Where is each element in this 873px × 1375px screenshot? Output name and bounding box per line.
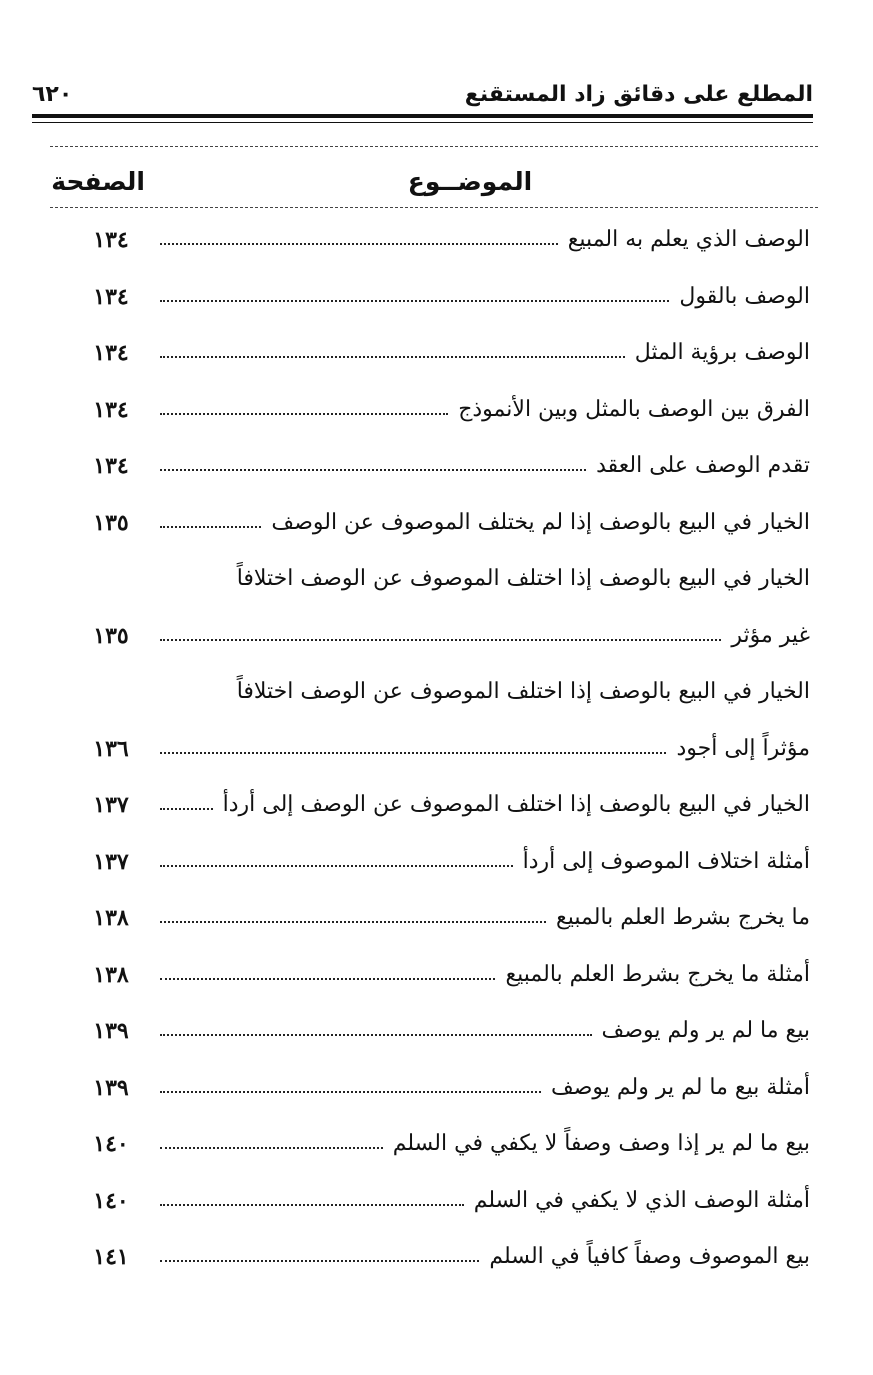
toc-entry <box>60 219 810 261</box>
toc-entry-title: أمثلة الوصف الذي لا يكفي في السلم <box>473 1188 810 1213</box>
toc-entry-title: الوصف بالقول <box>679 284 810 309</box>
toc-entry-page: ١٣٤ <box>93 284 129 310</box>
dot-leader <box>160 526 261 528</box>
toc-entry-page: ١٣٩ <box>93 1075 129 1101</box>
toc-entry-page: ١٣٤ <box>93 227 129 253</box>
toc-entry-title: بيع ما لم ير إذا وصف وصفاً لا يكفي في السلم <box>392 1131 810 1156</box>
toc-entry <box>60 784 810 826</box>
toc-entry <box>60 389 810 431</box>
dot-leader <box>160 865 513 867</box>
dashed-divider-top <box>50 146 818 147</box>
toc-entry-page: ١٣٦ <box>93 736 129 762</box>
toc-entry-title: تقدم الوصف على العقد <box>596 453 810 478</box>
dot-leader <box>160 808 213 810</box>
toc-entry-page: ١٣٨ <box>93 962 129 988</box>
toc-entry-title: الفرق بين الوصف بالمثل وبين الأنموذج <box>458 397 810 422</box>
dot-leader <box>160 921 546 923</box>
dot-leader <box>160 1091 541 1093</box>
toc-entry-page: ١٣٤ <box>93 340 129 366</box>
dot-leader <box>160 413 448 415</box>
dot-leader <box>160 243 558 245</box>
toc-entry-title: الوصف برؤية المثل <box>634 340 810 365</box>
dot-leader <box>160 300 669 302</box>
dot-leader <box>160 1147 383 1149</box>
toc-entry-page: ١٣٥ <box>93 623 129 649</box>
dashed-divider-bottom <box>50 207 818 208</box>
dot-leader <box>160 1260 479 1262</box>
toc-entry-page: ١٣٧ <box>93 849 129 875</box>
page-number: ٦٢٠ <box>32 82 73 107</box>
toc-entry <box>60 1180 810 1222</box>
toc-entry-page: ١٣٩ <box>93 1018 129 1044</box>
toc-entry-title: الوصف الذي يعلم به المبيع <box>567 227 810 252</box>
toc-entry <box>60 1123 810 1165</box>
toc-entry-page: ١٣٧ <box>93 792 129 818</box>
toc-entry-title: غير مؤثر <box>731 623 810 648</box>
toc-entry <box>60 897 810 939</box>
toc-entry-title: ما يخرج بشرط العلم بالمبيع <box>556 905 810 930</box>
toc-entry-page: ١٣٥ <box>93 510 129 536</box>
toc-entry <box>60 615 810 657</box>
dot-leader <box>160 356 625 358</box>
toc-entry <box>60 502 810 544</box>
toc-entry <box>60 954 810 996</box>
dot-leader <box>160 978 495 980</box>
toc-entry <box>60 332 810 374</box>
toc-entry <box>60 445 810 487</box>
toc-entry <box>60 276 810 318</box>
toc-entry-title: أمثلة ما يخرج بشرط العلم بالمبيع <box>505 962 810 987</box>
toc-entry-line1: الخيار في البيع بالوصف إذا اختلف الموصوف عن الوصف اختلافاً <box>236 679 810 704</box>
toc-entry <box>60 841 810 883</box>
toc-entry-page: ١٤١ <box>93 1244 129 1270</box>
page-column-header: الصفحة <box>51 167 145 196</box>
header-rule-thin <box>32 122 813 123</box>
toc-entry <box>60 1067 810 1109</box>
dot-leader <box>160 752 666 754</box>
toc-entry-page: ١٤٠ <box>93 1131 129 1157</box>
toc-entry-title: أمثلة اختلاف الموصوف إلى أردأ <box>522 849 810 874</box>
toc-entry <box>60 1236 810 1278</box>
toc-entry-page: ١٣٨ <box>93 905 129 931</box>
dot-leader <box>160 1034 592 1036</box>
toc-entry <box>60 728 810 770</box>
toc-entry-title: مؤثراً إلى أجود <box>676 736 810 761</box>
running-header <box>32 80 813 112</box>
dot-leader <box>160 1204 464 1206</box>
toc-entry-page: ١٣٤ <box>93 453 129 479</box>
toc-entry-page: ١٤٠ <box>93 1188 129 1214</box>
toc-entry-line1: الخيار في البيع بالوصف إذا اختلف الموصوف عن الوصف اختلافاً <box>236 566 810 591</box>
subject-column-header: الموضــوع <box>407 167 533 196</box>
toc-entry-title: الخيار في البيع بالوصف إذا لم يختلف الموصوف عن الوصف <box>271 510 810 535</box>
dot-leader <box>160 469 586 471</box>
toc-entry-page: ١٣٤ <box>93 397 129 423</box>
header-rule-thick <box>32 114 813 118</box>
toc-entry <box>60 1010 810 1052</box>
toc-entry-title: الخيار في البيع بالوصف إذا اختلف الموصوف عن الوصف إلى أردأ <box>222 792 810 817</box>
toc-entry-title: بيع الموصوف وصفاً كافياً في السلم <box>489 1244 810 1269</box>
book-title: المطلع على دقائق زاد المستقنع <box>464 82 813 107</box>
dot-leader <box>160 639 721 641</box>
toc-entry-title: بيع ما لم ير ولم يوصف <box>601 1018 810 1043</box>
toc-entry-title: أمثلة بيع ما لم ير ولم يوصف <box>550 1075 810 1100</box>
